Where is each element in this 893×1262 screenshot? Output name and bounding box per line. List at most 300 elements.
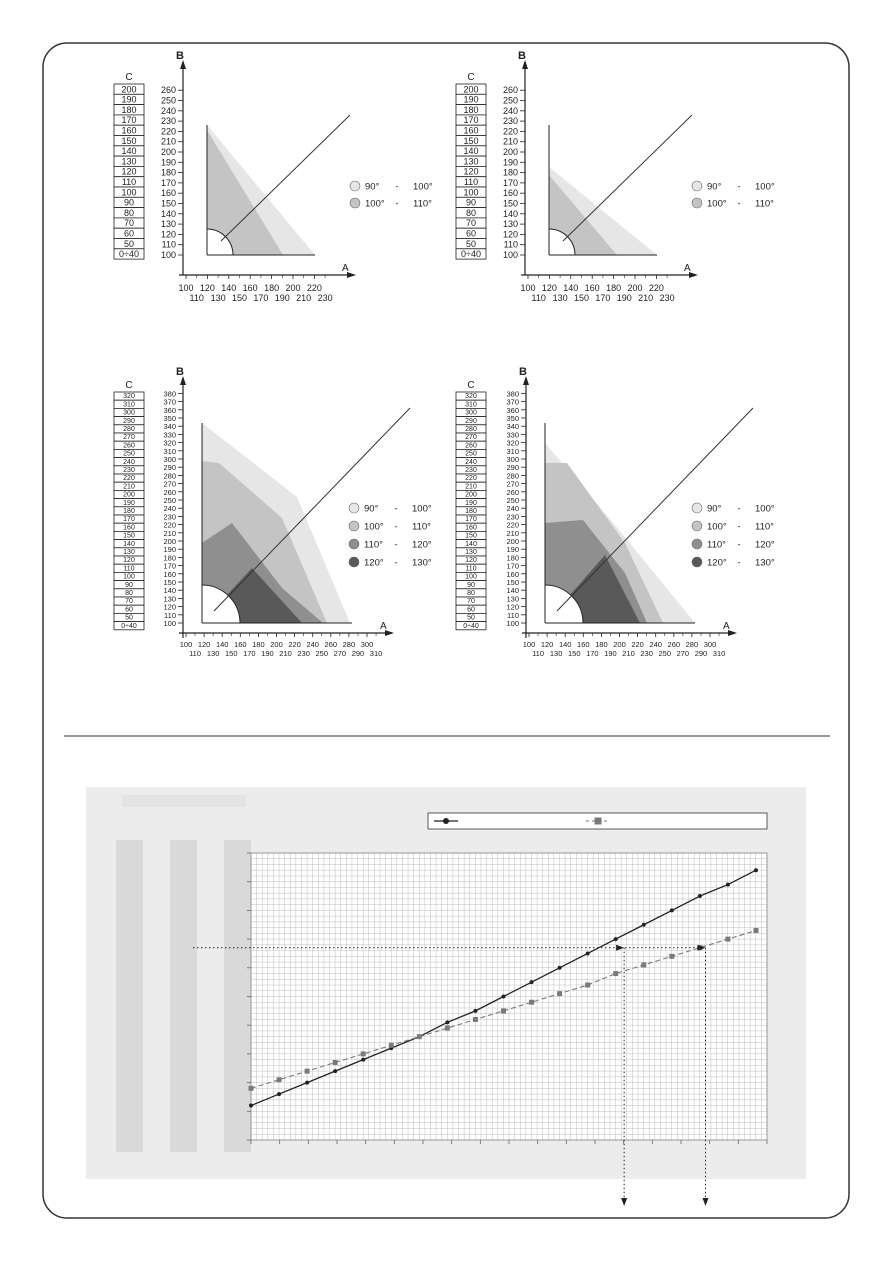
c-scale-value: 110 [465, 565, 477, 573]
scale-strip-1 [116, 840, 143, 1152]
c-scale-value: 70 [123, 218, 135, 229]
legend-separator: - [394, 539, 398, 551]
a-tick-label-bottom: 130 [552, 293, 568, 303]
a-tick-label-top: 180 [252, 640, 265, 649]
b-tick-label: 340 [506, 422, 519, 432]
b-tick-label: 120 [502, 229, 518, 240]
c-scale-value: 130 [463, 156, 479, 167]
legend-separator: - [737, 503, 741, 515]
legend-from: 100° [364, 521, 384, 533]
a-tick-label-top: 280 [685, 640, 699, 649]
c-scale-value: 130 [121, 156, 137, 167]
a-tick-label-top: 180 [606, 283, 622, 293]
a-tick-label-top: 260 [324, 640, 338, 649]
c-scale-value: 200 [463, 84, 479, 95]
data-point-dashed [641, 962, 646, 967]
c-scale-value: 310 [465, 401, 477, 409]
a-tick-label-top: 260 [667, 640, 681, 649]
legend-separator: - [395, 198, 399, 210]
data-point-dashed [725, 937, 730, 942]
b-tick-label: 100 [163, 619, 176, 628]
diagram-top-left [114, 50, 433, 303]
b-tick-label: 230 [160, 116, 176, 127]
c-scale-value: 90 [465, 197, 477, 208]
a-tick-label-bottom: 170 [253, 293, 269, 303]
b-tick-label: 180 [502, 167, 518, 178]
legend-from: 90° [707, 503, 722, 515]
b-tick-label: 210 [502, 136, 518, 147]
c-scale-value: 120 [465, 557, 477, 565]
b-tick-label: 240 [502, 105, 518, 116]
c-scale-value: 140 [121, 146, 137, 157]
a-tick-label-top: 140 [221, 283, 237, 293]
b-tick-label: 370 [163, 397, 176, 407]
legend-from: 100° [365, 198, 385, 210]
c-scale-value: 100 [123, 573, 135, 581]
c-scale-value: 270 [465, 434, 477, 442]
c-scale-label: C [467, 72, 475, 83]
c-scale-value: 60 [465, 228, 477, 239]
c-scale-value: 280 [123, 426, 135, 433]
c-scale-label: C [125, 72, 133, 83]
data-point-solid [670, 908, 674, 912]
a-tick-label-top: 180 [595, 640, 608, 649]
legend-from: 110° [707, 539, 726, 551]
a-tick-label-bottom: 310 [712, 649, 726, 658]
legend-from: 90° [707, 181, 722, 193]
b-tick-label: 160 [163, 569, 176, 579]
data-point-solid [333, 1069, 337, 1073]
legend-to: 100° [755, 503, 775, 515]
c-scale-value: 260 [465, 442, 477, 450]
c-scale-value: 290 [465, 417, 477, 425]
a-tick-label-bottom: 250 [315, 649, 329, 658]
b-tick-label: 130 [502, 219, 518, 230]
legend-separator: - [737, 181, 741, 193]
b-tick-label: 220 [160, 126, 176, 137]
c-scale-value: 120 [123, 557, 135, 565]
b-axis-label: B [176, 50, 184, 62]
legend-separator: - [394, 503, 398, 515]
a-tick-label-bottom: 130 [206, 649, 220, 658]
a-tick-label-bottom: 290 [694, 649, 708, 658]
b-axis-label: B [519, 366, 527, 378]
legend-swatch [350, 181, 360, 191]
b-tick-label: 380 [163, 389, 176, 399]
data-point-dashed [585, 983, 590, 988]
c-scale-value: 270 [123, 434, 135, 442]
b-tick-label: 230 [506, 512, 519, 522]
b-tick-label: 220 [506, 520, 519, 530]
c-scale-label: C [125, 380, 133, 391]
data-point-solid [754, 868, 758, 872]
a-tick-label-bottom: 150 [567, 649, 581, 658]
legend-from: 100° [707, 521, 727, 533]
b-tick-label: 150 [163, 578, 176, 587]
b-tick-label: 270 [163, 479, 176, 489]
b-tick-label: 140 [163, 586, 176, 596]
data-point-dashed [557, 991, 562, 996]
b-tick-label: 260 [163, 487, 176, 497]
scale-strip-3 [224, 840, 251, 1152]
b-tick-label: 110 [164, 610, 176, 620]
c-scale-value: 100 [463, 187, 479, 198]
legend-swatch [350, 198, 360, 208]
legend-separator: - [737, 521, 741, 533]
c-scale-value: 240 [123, 458, 135, 466]
legend-from: 120° [707, 557, 727, 569]
b-tick-label: 190 [163, 545, 176, 555]
b-tick-label: 320 [506, 438, 519, 448]
a-tick-label-top: 120 [540, 640, 554, 649]
c-scale-value: 150 [121, 135, 137, 146]
data-point-solid [726, 883, 730, 887]
legend-swatch [692, 539, 702, 549]
a-tick-label-top: 240 [649, 640, 662, 649]
b-tick-label: 350 [163, 414, 176, 423]
legend-separator: - [737, 539, 741, 551]
c-scale-value: 230 [465, 467, 477, 474]
c-scale-value: 90 [467, 581, 475, 589]
b-axis-label: B [176, 366, 184, 378]
c-scale-value: 190 [121, 94, 137, 105]
a-tick-label-bottom: 150 [224, 649, 238, 658]
legend-swatch [692, 198, 702, 208]
c-scale-value: 140 [465, 540, 477, 548]
data-point-dashed [473, 1017, 478, 1022]
b-tick-label: 180 [506, 553, 519, 563]
b-tick-label: 160 [160, 188, 176, 199]
c-scale-value: 150 [465, 532, 477, 540]
a-tick-label-bottom: 210 [296, 293, 312, 303]
a-tick-label-top: 140 [558, 640, 572, 649]
legend-separator: - [394, 521, 398, 533]
a-tick-label-top: 100 [178, 283, 194, 293]
c-scale-value: 80 [467, 590, 475, 597]
b-tick-label: 110 [503, 239, 518, 250]
b-tick-label: 200 [502, 147, 518, 157]
b-tick-label: 280 [163, 471, 176, 481]
c-scale-value: 170 [121, 115, 137, 126]
data-point-dashed [445, 1026, 450, 1031]
c-scale-value: 320 [465, 393, 477, 401]
data-point-solid [698, 894, 702, 898]
a-tick-label-top: 100 [179, 640, 193, 649]
legend-from: 90° [365, 181, 380, 193]
legend-from: 110° [364, 539, 383, 551]
a-tick-label-bottom: 310 [369, 649, 383, 658]
c-scale-value: 120 [463, 166, 479, 177]
c-scale-value: 120 [121, 166, 137, 177]
legend-to: 130° [755, 557, 775, 569]
c-scale-value: 160 [463, 125, 479, 136]
c-scale-value: 60 [467, 606, 475, 614]
c-scale-value: 70 [125, 598, 133, 606]
a-tick-label-top: 200 [270, 640, 283, 649]
b-tick-label: 170 [502, 177, 518, 188]
b-tick-label: 210 [506, 528, 519, 538]
a-tick-label-top: 200 [285, 283, 301, 293]
c-scale-value: 180 [123, 508, 135, 515]
data-point-dashed [361, 1051, 366, 1056]
b-tick-label: 250 [506, 496, 519, 505]
b-tick-label: 190 [160, 157, 176, 168]
data-point-solid [249, 1104, 253, 1108]
c-scale-value: 130 [465, 549, 477, 556]
a-tick-label-bottom: 210 [279, 649, 292, 658]
chart-title-placeholder [122, 795, 246, 807]
a-tick-label-bottom: 190 [274, 293, 290, 303]
a-tick-label-bottom: 230 [297, 649, 310, 658]
diagram-bottom-right [456, 366, 775, 658]
a-tick-label-bottom: 270 [333, 649, 347, 658]
c-scale-value: 300 [465, 409, 477, 417]
b-tick-label: 330 [506, 430, 519, 440]
b-tick-label: 350 [506, 414, 519, 423]
c-scale-value: 100 [465, 573, 477, 581]
a-tick-label-top: 160 [234, 640, 247, 649]
b-tick-label: 260 [506, 487, 519, 497]
a-axis-label: A [342, 263, 349, 274]
legend-dashed-marker [595, 818, 602, 825]
b-tick-label: 220 [163, 520, 176, 530]
legend-to: 100° [413, 181, 433, 193]
a-tick-label-top: 200 [613, 640, 626, 649]
b-tick-label: 170 [163, 561, 176, 571]
a-tick-label-bottom: 230 [317, 293, 333, 303]
b-tick-label: 280 [506, 471, 519, 481]
c-scale-value: 240 [465, 458, 477, 466]
data-point-solid [445, 1020, 449, 1024]
c-scale-value: 170 [465, 516, 477, 524]
scale-strip-2 [170, 840, 197, 1152]
c-scale-value: 220 [465, 475, 477, 483]
c-scale-value: 200 [465, 491, 477, 499]
a-tick-label-top: 220 [288, 640, 301, 649]
b-tick-label: 150 [502, 198, 518, 209]
a-tick-label-top: 160 [242, 283, 258, 293]
c-scale-value: 250 [465, 450, 477, 458]
b-tick-label: 140 [502, 208, 518, 219]
b-tick-label: 110 [161, 239, 176, 250]
a-tick-label-top: 300 [360, 640, 374, 649]
b-tick-label: 300 [506, 455, 519, 464]
c-scale-value: 100 [121, 187, 137, 198]
c-scale-value: 50 [465, 238, 477, 249]
a-tick-label-top: 160 [584, 283, 600, 293]
a-tick-label-bottom: 130 [210, 293, 226, 303]
a-tick-label-top: 120 [199, 283, 215, 293]
c-scale-value: 0÷40 [119, 249, 139, 260]
c-scale-value: 170 [463, 115, 479, 126]
data-point-solid [558, 966, 562, 970]
legend-from: 120° [364, 557, 384, 569]
a-tick-label-bottom: 190 [616, 293, 632, 303]
legend-swatch [692, 557, 702, 567]
c-scale-value: 90 [123, 197, 135, 208]
b-tick-label: 360 [163, 405, 176, 415]
b-tick-label: 380 [506, 389, 519, 399]
a-tick-label-bottom: 150 [231, 293, 248, 303]
b-tick-label: 110 [507, 610, 519, 620]
c-scale-value: 80 [465, 207, 477, 218]
b-tick-label: 290 [163, 463, 176, 473]
b-tick-label: 150 [506, 578, 519, 587]
a-tick-label-top: 100 [520, 283, 536, 293]
b-tick-label: 260 [502, 85, 518, 96]
a-tick-label-top: 180 [264, 283, 280, 293]
c-scale-value: 80 [125, 590, 133, 597]
a-tick-label-bottom: 170 [586, 649, 599, 658]
diagram-bottom-left [114, 366, 432, 658]
b-tick-label: 360 [506, 405, 519, 415]
legend-swatch [692, 181, 702, 191]
c-scale-value: 0÷40 [121, 622, 137, 630]
a-tick-label-bottom: 270 [676, 649, 690, 658]
b-tick-label: 130 [160, 219, 176, 230]
a-tick-label-bottom: 150 [573, 293, 590, 303]
diagonal-reference-line [563, 115, 692, 241]
a-tick-label-bottom: 110 [189, 649, 202, 658]
b-tick-label: 190 [502, 157, 518, 168]
c-scale-value: 320 [123, 393, 135, 401]
data-point-dashed [305, 1069, 310, 1074]
b-tick-label: 180 [163, 553, 176, 563]
b-tick-label: 320 [163, 438, 176, 448]
legend-from: 100° [707, 198, 727, 210]
c-scale-label: C [467, 380, 475, 391]
b-tick-label: 170 [160, 177, 176, 188]
b-tick-label: 100 [506, 619, 519, 628]
c-scale-value: 70 [465, 218, 477, 229]
c-scale-value: 260 [123, 442, 135, 450]
a-tick-label-bottom: 230 [640, 649, 653, 658]
b-tick-label: 340 [163, 422, 176, 432]
legend-swatch [349, 521, 359, 531]
legend-swatch [692, 503, 702, 513]
legend-to: 110° [755, 521, 774, 533]
legend-to: 120° [755, 539, 775, 551]
b-tick-label: 330 [163, 430, 176, 440]
b-tick-label: 100 [160, 250, 176, 260]
legend-separator: - [737, 198, 741, 210]
c-scale-value: 70 [467, 598, 475, 606]
c-scale-value: 230 [123, 467, 135, 474]
a-tick-label-top: 160 [577, 640, 590, 649]
data-point-dashed [529, 1000, 534, 1005]
c-scale-value: 80 [123, 207, 135, 218]
legend-swatch [349, 539, 359, 549]
data-point-solid [277, 1092, 281, 1096]
legend-from: 90° [364, 503, 379, 515]
c-scale-value: 310 [123, 401, 135, 409]
a-tick-label-top: 100 [522, 640, 536, 649]
b-axis-label: B [518, 50, 526, 62]
b-tick-label: 130 [163, 594, 176, 604]
data-point-solid [305, 1081, 309, 1085]
c-scale-value: 300 [123, 409, 135, 417]
legend-swatch [349, 503, 359, 513]
a-tick-label-top: 140 [215, 640, 229, 649]
a-tick-label-top: 120 [541, 283, 557, 293]
c-scale-value: 0÷40 [461, 249, 481, 260]
c-scale-value: 180 [121, 104, 137, 115]
c-scale-value: 210 [465, 483, 477, 491]
c-scale-value: 290 [123, 417, 135, 425]
b-tick-label: 200 [506, 537, 519, 546]
a-tick-label-bottom: 190 [261, 649, 274, 658]
legend-separator: - [394, 557, 398, 569]
data-point-solid [614, 937, 618, 941]
legend-to: 110° [412, 521, 431, 533]
b-tick-label: 140 [506, 586, 519, 596]
data-point-solid [530, 980, 534, 984]
c-scale-value: 60 [125, 606, 133, 614]
b-tick-label: 140 [160, 208, 176, 219]
b-tick-label: 190 [506, 545, 519, 555]
c-scale-value: 50 [125, 614, 133, 622]
b-tick-label: 200 [163, 537, 176, 546]
c-scale-value: 160 [123, 524, 135, 532]
legend-separator: - [737, 557, 741, 569]
data-point-solid [642, 923, 646, 927]
b-tick-label: 310 [506, 446, 519, 456]
b-tick-label: 300 [163, 455, 176, 464]
legend-separator: - [395, 181, 399, 193]
b-tick-label: 250 [163, 496, 176, 505]
c-scale-value: 110 [123, 565, 135, 573]
a-tick-label-bottom: 170 [243, 649, 256, 658]
c-scale-value: 160 [465, 524, 477, 532]
legend-solid-marker [443, 818, 449, 824]
c-scale-value: 150 [463, 135, 479, 146]
data-point-dashed [249, 1086, 254, 1091]
a-tick-label-bottom: 110 [532, 649, 545, 658]
data-point-dashed [501, 1008, 506, 1013]
data-point-dashed [333, 1060, 338, 1065]
legend-to: 100° [412, 503, 432, 515]
c-scale-value: 250 [123, 450, 135, 458]
data-point-solid [586, 951, 590, 955]
data-point-solid [473, 1009, 477, 1013]
a-tick-label-top: 200 [627, 283, 643, 293]
c-scale-value: 280 [465, 426, 477, 433]
a-tick-label-bottom: 250 [658, 649, 672, 658]
data-point-dashed [389, 1043, 394, 1048]
data-point-solid [502, 995, 506, 999]
c-scale-value: 60 [123, 228, 135, 239]
a-tick-label-bottom: 230 [659, 293, 675, 303]
c-scale-value: 50 [123, 238, 135, 249]
arrow-down-icon [703, 1198, 709, 1206]
b-tick-label: 150 [160, 198, 176, 209]
b-tick-label: 290 [506, 463, 519, 473]
b-tick-label: 180 [160, 167, 176, 178]
a-tick-label-bottom: 170 [595, 293, 611, 303]
legend-swatch [692, 521, 702, 531]
b-tick-label: 240 [163, 504, 176, 514]
b-tick-label: 250 [502, 95, 518, 106]
a-tick-label-bottom: 290 [351, 649, 365, 658]
c-scale-value: 90 [125, 581, 133, 589]
c-scale-value: 180 [463, 104, 479, 115]
b-tick-label: 220 [502, 126, 518, 137]
b-tick-label: 210 [160, 136, 176, 147]
legend-to: 120° [412, 539, 432, 551]
arrow-down-icon [621, 1198, 627, 1206]
b-tick-label: 130 [506, 594, 519, 604]
legend-to: 100° [755, 181, 775, 193]
